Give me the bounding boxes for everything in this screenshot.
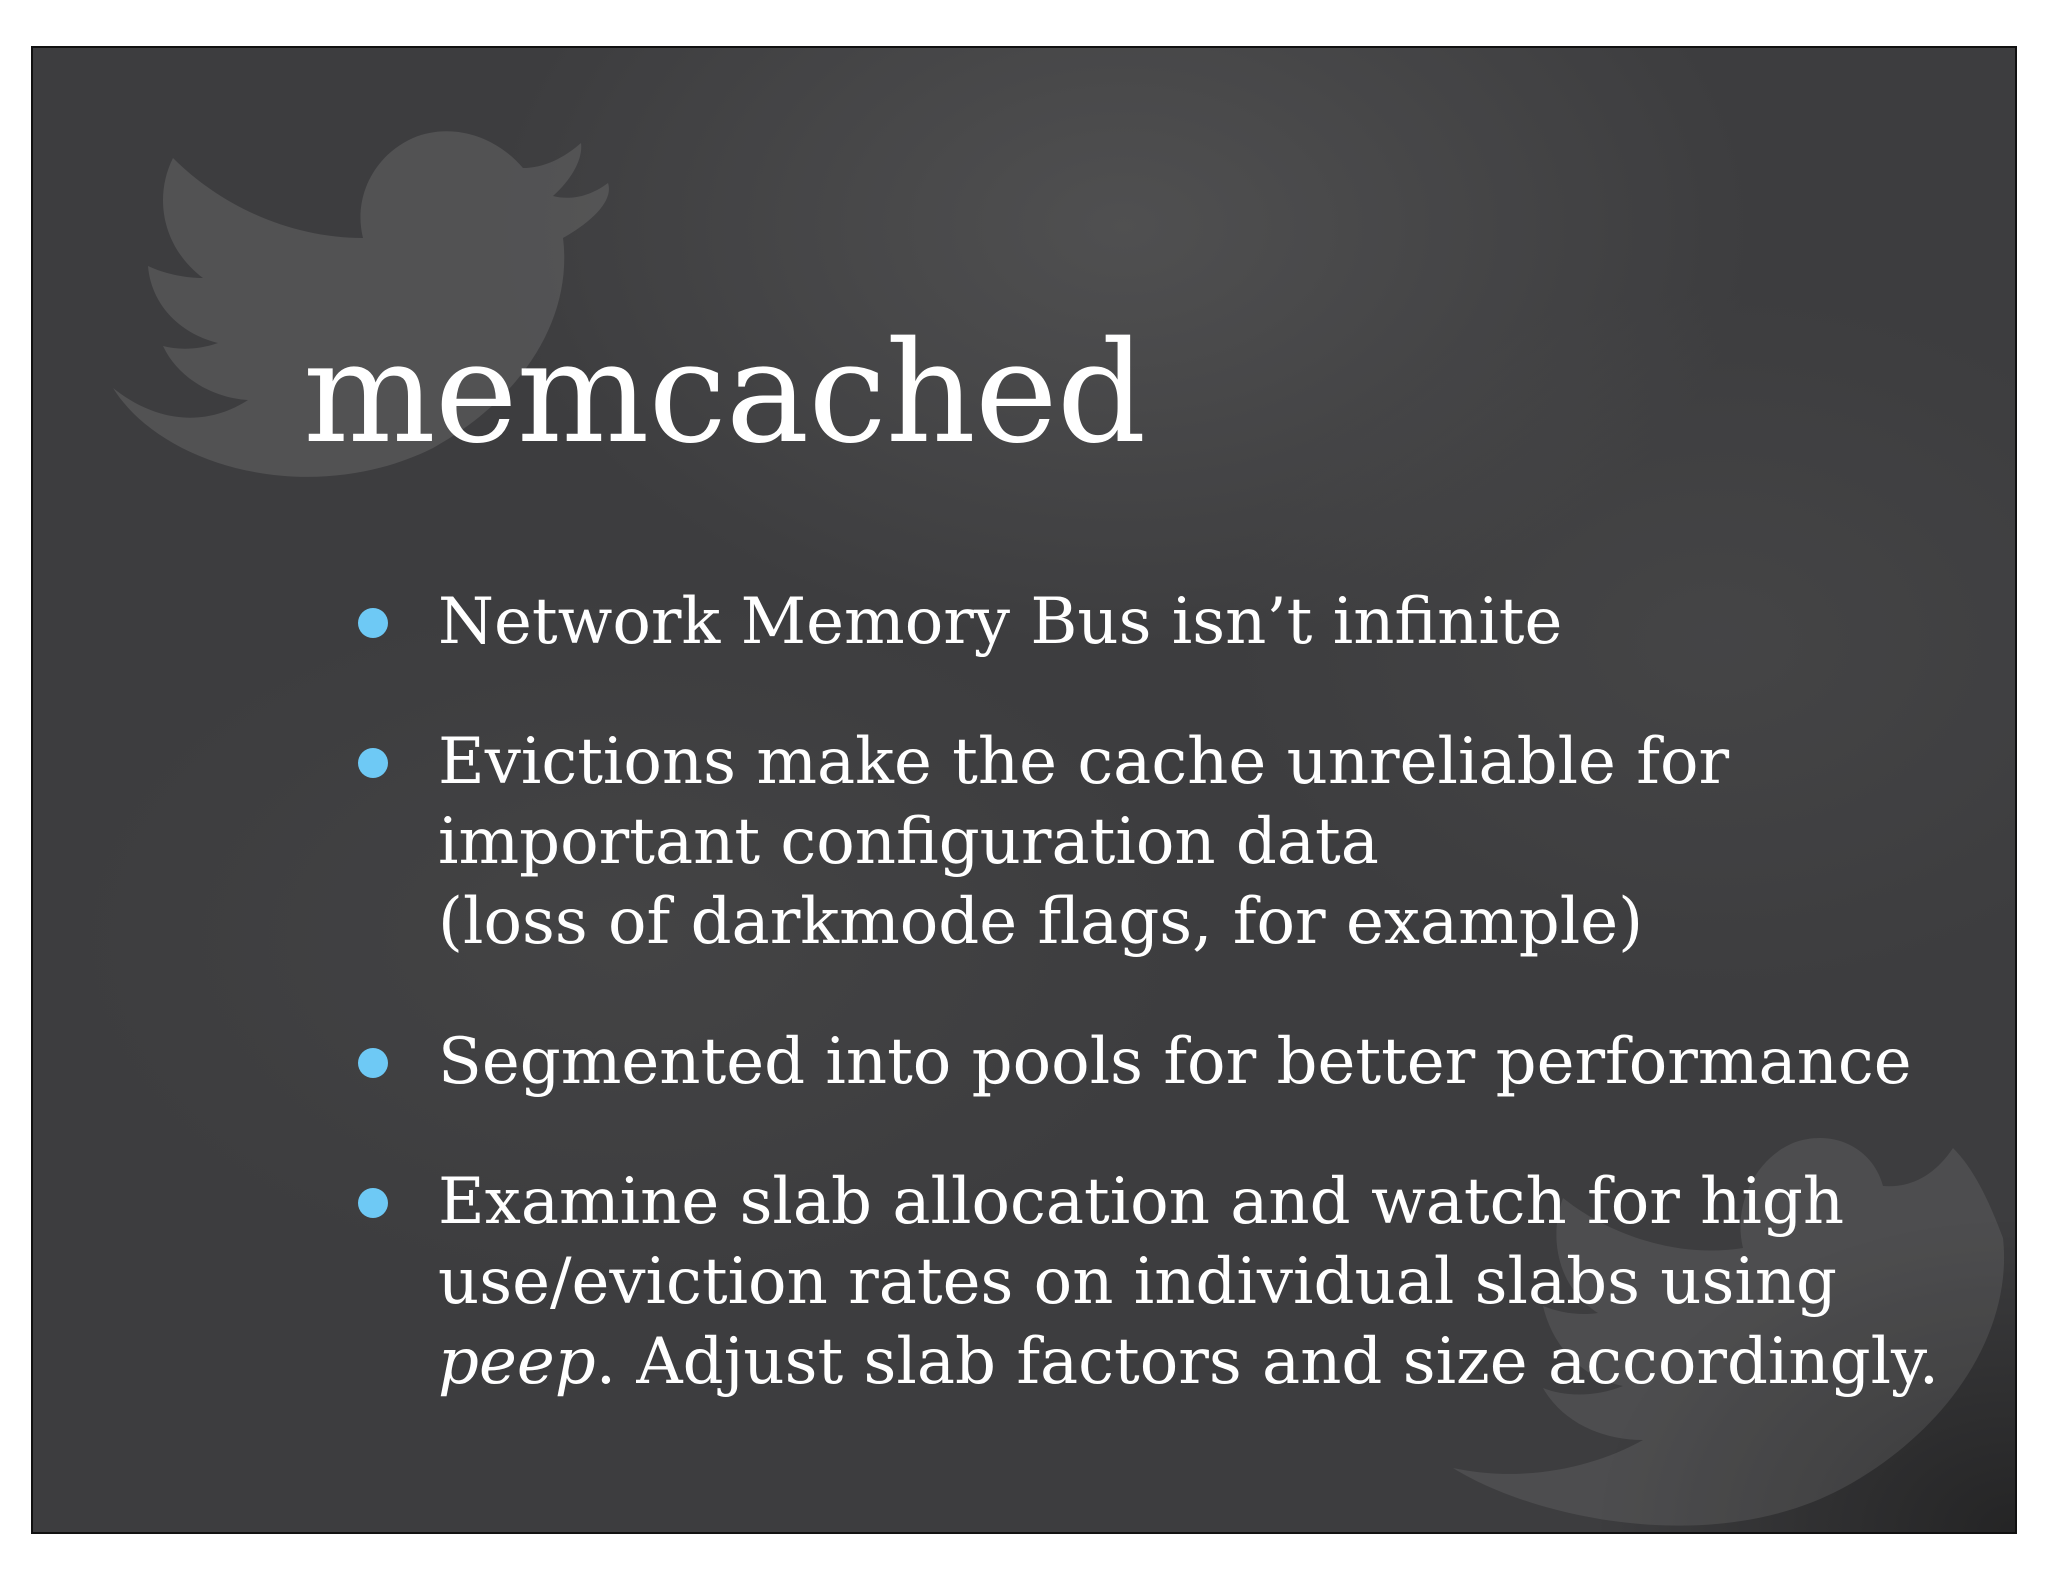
bullet-line: important configuration data [438, 805, 1379, 879]
bullet-line: use/eviction rates on individual slabs using [438, 1245, 1837, 1319]
bullet-dot-icon [358, 608, 388, 638]
bullet-line-rest: . Adjust slab factors and size accordingly. [595, 1325, 1940, 1399]
bullet-dot-icon [358, 1048, 388, 1078]
bullet-item [358, 1022, 1938, 1102]
bullet-line: Examine slab allocation and watch for high [438, 1165, 1845, 1239]
bullet-list [358, 582, 1938, 1462]
bullet-line [438, 1322, 1938, 1402]
bullet-dot-icon [358, 748, 388, 778]
bullet-line: (loss of darkmode flags, for example) [438, 885, 1644, 959]
slide-title: memcached [303, 312, 1146, 475]
bullet-line: Evictions make the cache unreliable for [438, 725, 1730, 799]
peep-tool-name: peep [438, 1325, 596, 1399]
bullet-line: Network Memory Bus isn’t infinite [438, 585, 1563, 659]
bullet-line: Segmented into pools for better performance [438, 1025, 1912, 1099]
bullet-dot-icon [358, 1188, 388, 1218]
bullet-item [358, 722, 1938, 962]
bullet-item [358, 582, 1938, 662]
bullet-item [358, 1162, 1938, 1402]
